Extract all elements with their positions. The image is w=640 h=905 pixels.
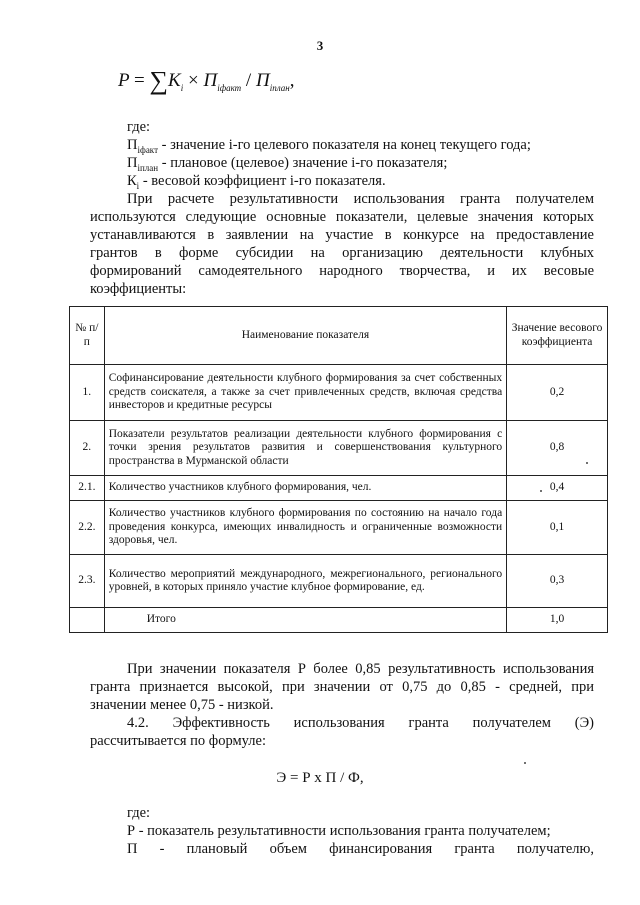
result-formula: $P = \sum K_i \times П_{iфакт} / П_{iплан}$,: [118, 66, 295, 95]
table-row: 2.3. Количество мероприятий международного, межрегионального, регионального уровней, в которых приняло участие клубное формирование, ед. 0,3: [70, 555, 608, 608]
header-name: Наименование показателя: [104, 307, 506, 365]
definition-weight: $К_i$ - весовой коэффициент i-го показателя.: [127, 173, 386, 191]
table-total-row: Итого 1,0: [70, 608, 608, 633]
paragraph2-line: значении менее 0,75 - низкой.: [90, 697, 274, 713]
table-row: 1. Софинансирование деятельности клубного формирования за счет собственных средств соискателя, а также за счет привлеченных средств, включая средства инвесторов и кредитные ресурсы 0,2: [70, 365, 608, 421]
page-number: 3: [316, 38, 324, 53]
efficiency-formula: Э = Р х П / Ф,: [276, 770, 364, 786]
paragraph1-line: устанавливаются в заявлении на участие в конкурсе на предоставление: [90, 227, 594, 243]
definition-p: Р - показатель результативности использования гранта получателем;: [127, 823, 551, 839]
scan-speck: [586, 462, 588, 464]
paragraph2-line: При значении показателя Р более 0,85 результативность использования: [127, 661, 594, 677]
paragraph1-line: используются следующие основные показатели, целевые значения которых: [90, 209, 594, 225]
scan-speck: [540, 490, 542, 492]
paragraph1-line: При расчете результативности использования гранта получателем: [127, 191, 594, 207]
definition-plan: $П_{iплан}$ - плановое (целевое) значение i-го показателя;: [127, 155, 448, 173]
table-row: 2.2. Количество участников клубного формирования по состоянию на начало года проведения конкурса, имеющих инвалидность и ограниченные возможности здоровья, чел. 0,1: [70, 501, 608, 555]
paragraph1-line: формирований самодеятельного народного творчества, и их весовые: [90, 263, 594, 279]
sigma-symbol: ∑: [149, 66, 169, 95]
table-row: 2. Показатели результатов реализации деятельности клубного формирования с точки зрения результатов развития и совершенствования культурного пространства в Мурманской области 0,8: [70, 421, 608, 476]
definitions-intro: где:: [127, 119, 151, 135]
header-num: № п/п: [70, 307, 105, 365]
definition-plan-volume: П - плановый объем финансирования гранта получателю,: [127, 841, 594, 857]
paragraph1-line: коэффициенты:: [90, 281, 187, 297]
scan-speck: [524, 762, 526, 764]
indicators-table: [69, 306, 608, 633]
section-42-line: 4.2. Эффективность использования гранта получателем (Э): [127, 715, 594, 731]
definition-fact: $П_{iфакт}$ - значение i-го целевого показателя на конец текущего года;: [127, 137, 531, 155]
definitions2-intro: где:: [127, 805, 151, 821]
table-row: 2.1. Количество участников клубного формирования, чел. 0,4: [70, 476, 608, 501]
table-header-row: [70, 307, 608, 365]
paragraph2-line: гранта признается высокой, при значении от 0,75 до 0,85 - средней, при: [90, 679, 594, 695]
header-value: Значение весового коэффициента: [507, 307, 608, 365]
paragraph1-line: грантов в форме субсидии на организацию деятельности клубных: [90, 245, 594, 261]
section-42-line: рассчитывается по формуле:: [90, 733, 266, 749]
